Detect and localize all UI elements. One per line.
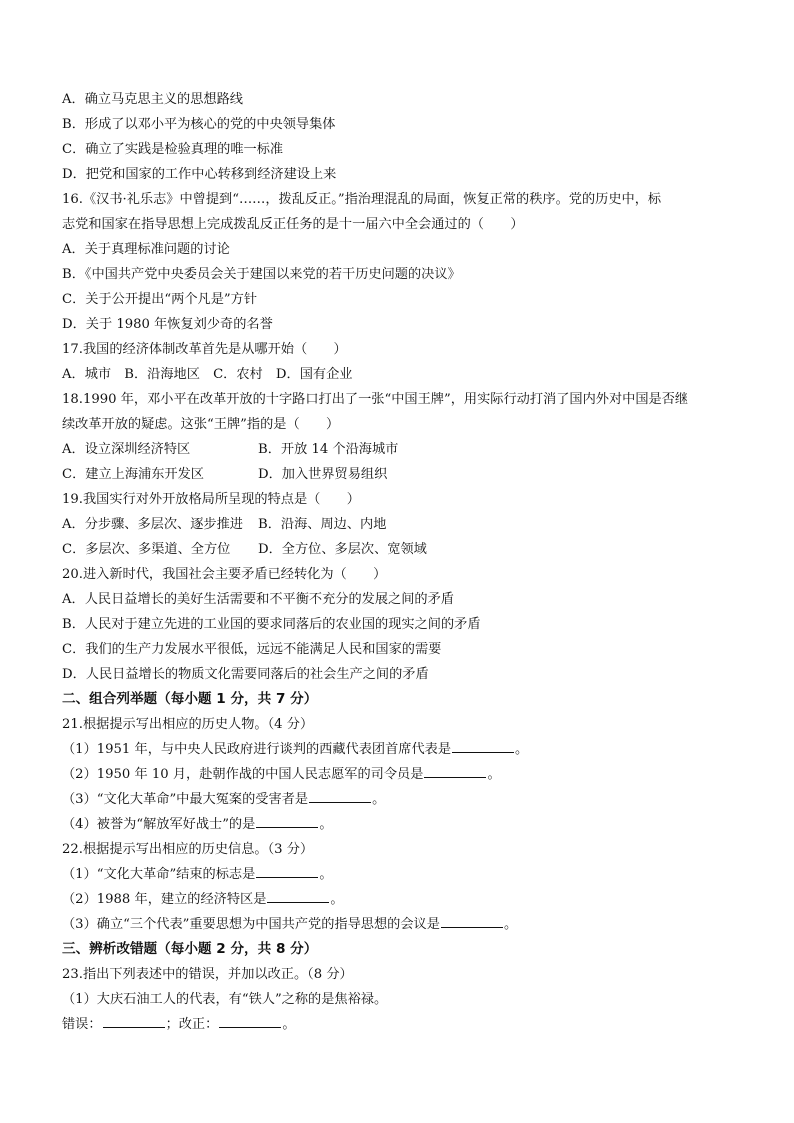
exam-document [62,87,738,1037]
q22-item-1-end: 。 [319,867,333,882]
q20-option-d: D．人民日益增长的物质文化需要同落后的社会生产之间的矛盾 [62,667,429,682]
q16-option-a: A．关于真理标准问题的讨论 [62,242,230,257]
q21-item-2 [62,762,738,787]
q20-option-c: C．我们的生产力发展水平很低，远远不能满足人民和国家的需要 [62,642,442,657]
q19-option-d: D．全方位、多层次、宽领域 [258,542,427,557]
q22-item-3 [62,912,738,937]
q23-item-1: （1）大庆石油工人的代表，有“铁人”之称的是焦裕禄。 [62,992,388,1007]
q18-stem-line2: 续改革开放的疑虑。这张“王牌”指的是（ ） [62,417,340,432]
q18-options-row2 [62,462,738,487]
q15-option-b: B．形成了以邓小平为核心的党的中央领导集体 [62,117,336,132]
q19-option-a: A．分步骤、多层次、逐步推进 [62,517,243,532]
q15-option-a: A．确立马克思主义的思想路线 [62,92,243,107]
q23-answer-end: 。 [282,1017,296,1032]
q18-option-c: C．建立上海浦东开发区 [62,467,204,482]
q18-option-d: D．加入世界贸易组织 [258,467,388,482]
q16-stem-line2: 志党和国家在指导思想上完成拨乱反正任务的是十一届六中全会通过的（ ） [62,217,524,232]
q21-item-2-text: （2）1950 年 10 月，赴朝作战的中国人民志愿军的司令员是 [62,767,424,782]
q22-stem: 22.根据提示写出相应的历史信息。（3 分） [62,842,314,857]
q21-item-4-text: （4）被誉为“解放军好战士”的是 [62,817,256,832]
q18-option-a: A．设立深圳经济特区 [62,442,191,457]
error-label: 错误： [62,1017,102,1032]
answer-blank[interactable] [424,763,486,778]
correction-blank[interactable] [219,1013,281,1028]
error-blank[interactable] [103,1013,165,1028]
answer-blank[interactable] [267,888,329,903]
q19-option-c: C．多层次、多渠道、全方位 [62,542,231,557]
q23-answer-line [62,1012,738,1037]
q21-item-3-text: （3）“文化大革命”中最大冤案的受害者是 [62,792,309,807]
q22-item-2-text: （2）1988 年，建立的经济特区是 [62,892,267,907]
q16-stem-line1: 16.《汉书·礼乐志》中曾提到“……，拨乱反正。”指治理混乱的局面，恢复正常的秩序。党的历史中，标 [62,192,662,207]
q19-options-row1 [62,512,738,537]
q22-item-3-text: （3）确立“三个代表”重要思想为中国共产党的指导思想的会议是 [62,917,440,932]
q18-option-b: B．开放 14 个沿海城市 [258,442,399,457]
q22-item-1 [62,862,738,887]
q19-option-b: B．沿海、周边、内地 [258,517,387,532]
q16-option-b: B．《中国共产党中央委员会关于建国以来党的若干历史问题的决议》 [62,267,461,282]
q18-stem-line1: 18.1990 年，邓小平在改革开放的十字路口打出了一张“中国王牌”，用实际行动打消了国内外对中国是否继 [62,392,689,407]
q21-item-1 [62,737,738,762]
q19-stem: 19.我国实行对外开放格局所呈现的特点是（ ） [62,492,360,507]
q21-item-2-end: 。 [487,767,501,782]
q20-stem: 20.进入新时代，我国社会主要矛盾已经转化为（ ） [62,567,387,582]
q21-item-1-end: 。 [515,742,529,757]
q21-item-3 [62,787,738,812]
answer-blank[interactable] [256,813,318,828]
q21-item-3-end: 。 [372,792,386,807]
section2-heading: 二、组合列举题（每小题 1 分，共 7 分） [62,691,318,707]
q22-item-2-end: 。 [330,892,344,907]
q17-options: A．城市 B．沿海地区 C．农村 D．国有企业 [62,367,353,382]
q21-stem: 21.根据提示写出相应的历史人物。（4 分） [62,717,314,732]
q17-stem: 17.我国的经济体制改革首先是从哪开始（ ） [62,342,347,357]
q20-option-a: A．人民日益增长的美好生活需要和不平衡不充分的发展之间的矛盾 [62,592,454,607]
correction-label: ；改正： [165,1017,219,1032]
q16-option-d: D．关于 1980 年恢复刘少奇的名誉 [62,317,273,332]
q22-item-2 [62,887,738,912]
q16-option-c: C．关于公开提出“两个凡是”方针 [62,292,258,307]
q21-item-1-text: （1）1951 年，与中央人民政府进行谈判的西藏代表团首席代表是 [62,742,452,757]
q19-options-row2 [62,537,738,562]
answer-blank[interactable] [256,863,318,878]
q22-item-1-text: （1）“文化大革命”结束的标志是 [62,867,256,882]
q23-stem: 23.指出下列表述中的错误，并加以改正。（8 分） [62,967,353,982]
q21-item-4-end: 。 [319,817,333,832]
answer-blank[interactable] [441,913,503,928]
q18-options-row1 [62,437,738,462]
q21-item-4 [62,812,738,837]
q20-option-b: B．人民对于建立先进的工业国的要求同落后的农业国的现实之间的矛盾 [62,617,481,632]
answer-blank[interactable] [309,788,371,803]
answer-blank[interactable] [452,738,514,753]
q15-option-c: C．确立了实践是检验真理的唯一标准 [62,142,284,157]
q22-item-3-end: 。 [503,917,518,932]
q15-option-d: D．把党和国家的工作中心转移到经济建设上来 [62,167,337,182]
section3-heading: 三、辨析改错题（每小题 2 分，共 8 分） [62,941,318,957]
